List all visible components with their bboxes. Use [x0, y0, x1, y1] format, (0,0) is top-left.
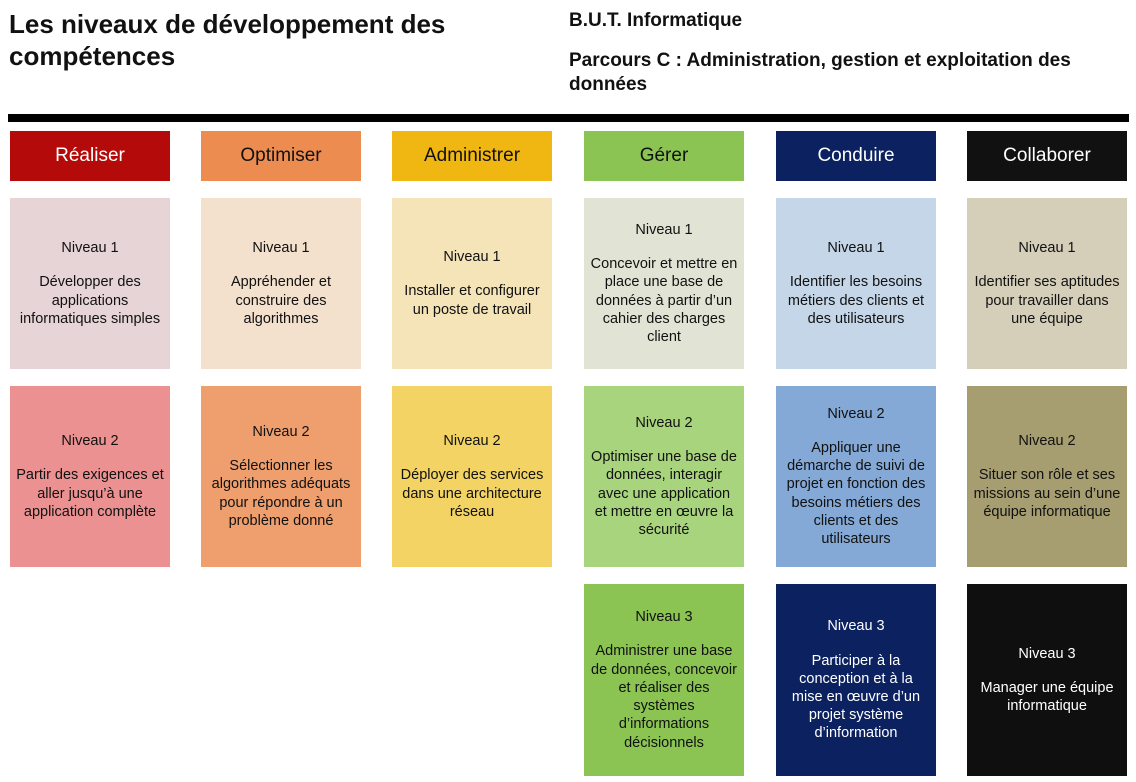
level-description: Optimiser une base de données, interagir avec une application et mettre en œuvre la sécurité	[591, 449, 737, 538]
level-description: Situer son rôle et ses missions au sein d’une équipe informatique	[973, 467, 1121, 520]
level-label: Niveau 3	[827, 618, 885, 635]
level-card-gerer-1	[584, 198, 744, 369]
level-description: Sélectionner les algorithmes adéquats pour répondre à un problème donné	[211, 458, 351, 529]
program-name: B.U.T. Informatique	[569, 10, 743, 31]
parcours-title: Parcours C : Administration, gestion et exploitation des données	[569, 50, 1071, 95]
competence-header-realiser	[10, 131, 170, 181]
competence-name: Conduire	[817, 145, 895, 166]
competence-header-administrer	[392, 131, 552, 181]
level-description: Manager une équipe informatique	[980, 679, 1114, 715]
level-description: Identifier les besoins métiers des clients et des utilisateurs	[787, 274, 925, 327]
level-description: Appréhender et construire des algorithmes	[231, 274, 331, 327]
level-card-conduire-2	[776, 386, 936, 567]
level-card-collaborer-2	[967, 386, 1127, 567]
level-label: Niveau 1	[1018, 240, 1076, 257]
level-label: Niveau 3	[1018, 645, 1076, 662]
competence-header-optimiser	[201, 131, 361, 181]
level-description: Installer et configurer un poste de travail	[404, 283, 540, 318]
level-card-conduire-1	[776, 198, 936, 369]
level-label: Niveau 1	[252, 240, 310, 257]
level-card-administrer-1	[392, 198, 552, 369]
level-card-gerer-3	[584, 584, 744, 776]
level-description: Développer des applications informatiques simples	[19, 274, 161, 327]
level-card-gerer-2	[584, 386, 744, 567]
level-card-administrer-2	[392, 386, 552, 567]
level-card-realiser-1	[10, 198, 170, 369]
divider-bar	[8, 114, 1129, 122]
level-label: Niveau 3	[635, 609, 693, 626]
level-label: Niveau 1	[635, 221, 693, 238]
level-card-optimiser-1	[201, 198, 361, 369]
competence-name: Gérer	[639, 145, 689, 166]
competence-header-gerer	[584, 131, 744, 181]
level-card-conduire-3	[776, 584, 936, 776]
level-description: Participer à la conception et à la mise en œuvre d’un projet système d’information	[791, 652, 921, 742]
level-label: Niveau 2	[252, 423, 310, 440]
level-label: Niveau 1	[61, 240, 119, 257]
level-description: Identifier ses aptitudes pour travailler dans une équipe	[974, 274, 1120, 327]
page-title: Les niveaux de développement des compétences	[9, 9, 446, 71]
competence-name: Optimiser	[240, 145, 322, 166]
level-card-realiser-2	[10, 386, 170, 567]
level-card-collaborer-1	[967, 198, 1127, 369]
level-card-collaborer-3	[967, 584, 1127, 776]
level-label: Niveau 2	[443, 433, 501, 450]
level-description: Déployer des services dans une architecture réseau	[400, 467, 544, 520]
competence-header-conduire	[776, 131, 936, 181]
competence-header-collaborer	[967, 131, 1127, 181]
competence-name: Collaborer	[1003, 145, 1091, 166]
level-description: Appliquer une démarche de suivi de projet en fonction des besoins métiers des clients et des utilisateurs	[786, 439, 926, 547]
level-label: Niveau 1	[443, 249, 501, 266]
level-label: Niveau 2	[1018, 433, 1076, 450]
level-description: Administrer une base de données, concevoir et réaliser des systèmes d’informations décisionnels	[591, 643, 737, 751]
level-description: Concevoir et mettre en place une base de données à partir d’un cahier des charges client	[590, 256, 738, 345]
level-label: Niveau 2	[635, 414, 693, 431]
level-label: Niveau 2	[827, 405, 885, 422]
level-label: Niveau 2	[61, 433, 119, 450]
level-description: Partir des exigences et aller jusqu’à une application complète	[16, 467, 164, 520]
level-card-optimiser-2	[201, 386, 361, 567]
competence-name: Réaliser	[55, 145, 125, 166]
competence-name: Administrer	[423, 145, 521, 166]
level-label: Niveau 1	[827, 240, 885, 257]
